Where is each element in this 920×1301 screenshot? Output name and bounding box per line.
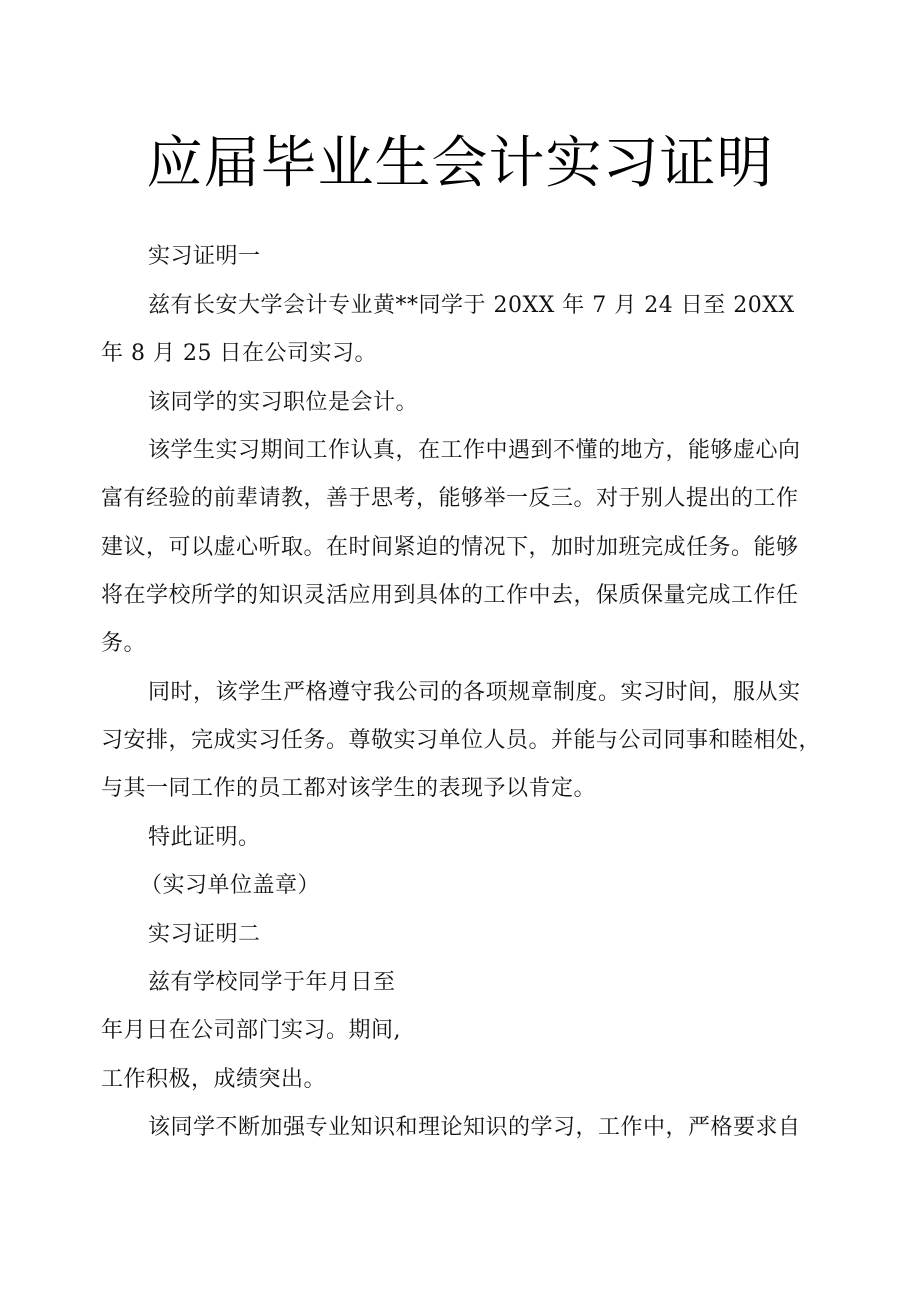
seal-note: （实习单位盖章） [140,873,321,898]
paragraph-line: 该学生实习期间工作认真，在工作中遇到不懂的地方，能够虚心向 [148,438,801,463]
paragraph-line: 习安排，完成实习任务。尊敬实习单位人员。并能与公司同事和睦相处， [101,728,822,753]
paragraph-line: 兹有学校同学于年月日至 [148,970,396,995]
paragraph-line: 富有经验的前辈请教，善于思考，能够举一反三。对于别人提出的工作 [101,486,799,511]
paragraph-line: 该同学不断加强专业知识和理论知识的学习，工作中，严格要求自 [148,1115,801,1140]
paragraph-line: 年月日在公司部门实习。期间, [101,1018,401,1043]
section-heading-two: 实习证明二 [148,922,261,947]
closing-statement: 特此证明。 [148,825,261,850]
paragraph-line: 同时，该学生严格遵守我公司的各项规章制度。实习时间，服从实 [148,680,801,705]
paragraph-line: 年 8 月 25 日在公司实习。 [101,341,377,366]
paragraph-line: 与其一同工作的员工都对该学生的表现予以肯定。 [101,776,597,801]
paragraph-line: 建议，可以虚心听取。在时间紧迫的情况下，加时加班完成任务。能够 [101,535,799,560]
paragraph-line: 将在学校所学的知识灵活应用到具体的工作中去，保质保量完成工作任 [101,583,799,608]
document-title: 应届毕业生会计实习证明 [146,131,774,196]
section-heading-one: 实习证明一 [148,244,261,269]
paragraph-line: 务。 [101,631,147,656]
paragraph-line: 该同学的实习职位是会计。 [148,390,419,415]
paragraph-line: 工作积极，成绩突出。 [101,1067,327,1092]
paragraph-line: 兹有长安大学会计专业黄**同学于 20XX 年 7 月 24 日至 20XX [148,293,795,318]
